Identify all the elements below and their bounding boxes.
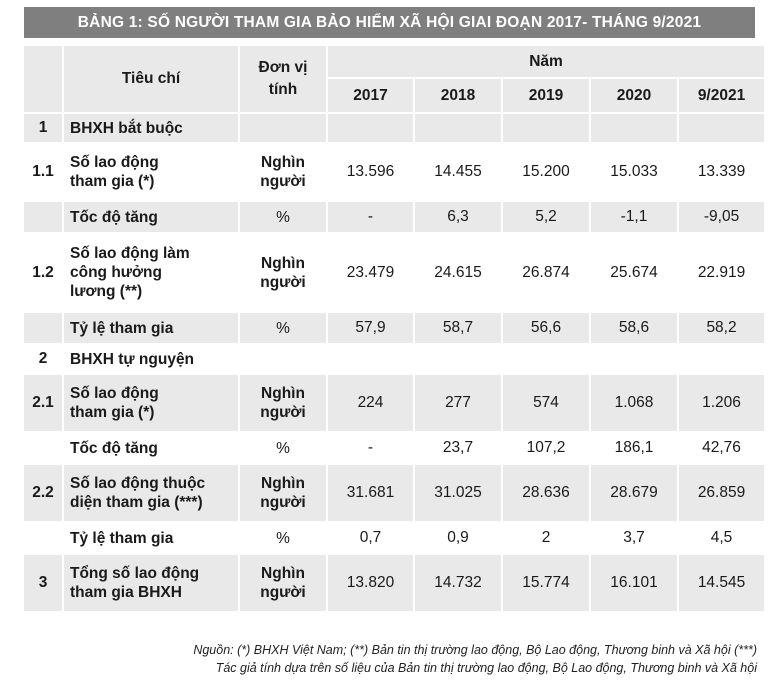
criteria-line: BHXH bắt buộc (70, 119, 183, 137)
row-unit (240, 345, 326, 373)
header-unit-line1: Đơn vị (258, 59, 308, 76)
row-number: 2.2 (24, 465, 62, 521)
value-cell: -9,05 (679, 202, 764, 232)
unit-line: người (260, 273, 306, 291)
value-cell: 58,7 (415, 313, 501, 343)
unit-line: người (260, 494, 306, 511)
table-header (24, 46, 764, 112)
row-criteria (64, 202, 238, 232)
header-year-group: Năm (328, 46, 764, 77)
table-row (24, 433, 764, 463)
row-unit (240, 523, 326, 553)
criteria-line: Số lao động (70, 385, 159, 402)
row-unit (240, 375, 326, 431)
criteria-line: lương (**) (70, 283, 143, 300)
value-cell: 15.200 (522, 163, 570, 180)
table-row (24, 202, 764, 232)
value-cell: 3,7 (623, 529, 645, 546)
table-row (24, 345, 764, 373)
row-criteria (64, 345, 238, 373)
table-row (24, 313, 764, 343)
row-criteria (64, 465, 238, 521)
unit-line: người (260, 173, 306, 190)
row-unit (240, 202, 326, 232)
value-cell: 23.479 (346, 263, 395, 281)
criteria-line: Số lao động thuộc (70, 475, 206, 492)
value-cell: 107,2 (526, 439, 566, 456)
row-number: 1 (24, 114, 62, 142)
row-number: 2.1 (24, 375, 62, 431)
value-cell: 0,9 (447, 529, 469, 546)
header-year: 2018 (415, 79, 501, 112)
unit-line: Nghìn (261, 254, 305, 272)
row-number: 3 (24, 555, 62, 611)
value-cell: 57,9 (328, 313, 413, 343)
unit-line: Nghìn (261, 565, 305, 582)
value-cell: - (328, 202, 413, 232)
row-number: 2 (38, 350, 48, 367)
value-cell: 56,6 (503, 313, 589, 343)
row-number (24, 202, 62, 232)
value-cell: 14.732 (415, 555, 501, 611)
value-cell: 24.615 (434, 263, 482, 281)
row-criteria (64, 114, 238, 142)
value-cell: 5,2 (503, 202, 589, 232)
value-cell: 22.919 (697, 263, 746, 281)
unit-line: % (276, 208, 290, 226)
unit-line: người (260, 584, 306, 601)
header-unit-line2: tính (268, 81, 298, 98)
header-year: 2017 (328, 79, 413, 112)
table-row (24, 523, 764, 553)
value-cell (328, 345, 413, 373)
row-number: 1.1 (32, 163, 54, 180)
criteria-line: công hưởng (70, 264, 162, 281)
value-cell: 16.101 (591, 555, 677, 611)
table-title: BẢNG 1: SỐ NGƯỜI THAM GIA BẢO HIỂM XÃ HỘI GIAI ĐOẠN 2017- THÁNG 9/2021 (24, 7, 755, 38)
value-cell: 13.339 (697, 163, 746, 180)
row-criteria (64, 234, 238, 311)
value-cell (679, 114, 764, 142)
row-criteria (64, 144, 238, 200)
row-criteria (64, 555, 238, 611)
row-number (24, 313, 62, 343)
value-cell: - (367, 439, 374, 456)
value-cell: 26.874 (522, 263, 570, 281)
row-criteria (64, 375, 238, 431)
table-row (24, 555, 764, 611)
row-unit (240, 313, 326, 343)
header-year: 2020 (591, 79, 677, 112)
table-body (24, 114, 764, 611)
value-cell: -1,1 (591, 202, 677, 232)
source-note (26, 641, 757, 677)
criteria-line: diện tham gia (***) (70, 494, 203, 511)
table-row (24, 465, 764, 521)
criteria-line: Số lao động (70, 154, 159, 171)
criteria-line: Tốc độ tăng (70, 208, 158, 226)
unit-line: người (260, 404, 306, 421)
row-criteria (64, 523, 238, 553)
value-cell (503, 345, 589, 373)
criteria-line: Tổng số lao động (70, 565, 200, 582)
value-cell: 6,3 (415, 202, 501, 232)
value-cell: 186,1 (614, 439, 654, 456)
criteria-line: Số lao động làm (70, 245, 190, 262)
table-row (24, 144, 764, 200)
value-cell (415, 114, 501, 142)
row-number (24, 523, 62, 553)
header-num (24, 46, 62, 112)
value-cell: 28.679 (591, 465, 677, 521)
value-cell (415, 345, 501, 373)
header-unit (240, 46, 326, 112)
unit-line: Nghìn (261, 475, 305, 492)
value-cell: 14.545 (679, 555, 764, 611)
value-cell: 574 (503, 375, 589, 431)
row-number: 1.2 (32, 263, 54, 281)
value-cell: 15.033 (610, 163, 658, 180)
value-cell: 2 (541, 529, 551, 546)
value-cell (328, 114, 413, 142)
row-unit (240, 144, 326, 200)
unit-line: Nghìn (261, 385, 305, 402)
row-criteria (64, 313, 238, 343)
criteria-line: BHXH tự nguyện (70, 350, 195, 368)
header-year: 2019 (503, 79, 589, 112)
value-cell: 58,6 (591, 313, 677, 343)
value-cell (591, 345, 677, 373)
value-cell: 13.596 (346, 163, 395, 180)
criteria-line: tham gia (*) (70, 404, 155, 421)
value-cell: 25.674 (610, 263, 658, 281)
row-unit (240, 234, 326, 311)
value-cell: 13.820 (328, 555, 413, 611)
unit-line: % (276, 319, 290, 337)
source-line: Tác giả tính dựa trên số liệu của Bản tin thị trường lao động, Bộ Lao động, Thương binh và Xã hội (215, 661, 757, 675)
unit-line: % (276, 529, 290, 547)
row-number (24, 433, 62, 463)
criteria-line: Tỷ lệ tham gia (70, 319, 174, 337)
value-cell: 28.636 (503, 465, 589, 521)
value-cell: 26.859 (679, 465, 764, 521)
header-year: 9/2021 (679, 79, 764, 112)
value-cell: 31.681 (328, 465, 413, 521)
row-criteria (64, 433, 238, 463)
value-cell (679, 345, 764, 373)
value-cell: 58,2 (679, 313, 764, 343)
value-cell (503, 114, 589, 142)
row-unit (240, 555, 326, 611)
criteria-line: tham gia BHXH (70, 584, 182, 601)
table-row (24, 375, 764, 431)
criteria-line: tham gia (*) (70, 173, 155, 190)
value-cell: 277 (415, 375, 501, 431)
value-cell: 23,7 (442, 439, 474, 456)
value-cell: 42,76 (702, 439, 741, 456)
row-unit (240, 114, 326, 142)
criteria-line: Tốc độ tăng (70, 439, 158, 457)
row-unit (240, 433, 326, 463)
row-unit (240, 465, 326, 521)
header-criteria: Tiêu chí (64, 46, 238, 112)
criteria-line: Tỷ lệ tham gia (70, 529, 174, 547)
value-cell: 14.455 (434, 163, 482, 180)
value-cell: 15.774 (503, 555, 589, 611)
value-cell: 1.206 (679, 375, 764, 431)
value-cell (591, 114, 677, 142)
data-table (22, 44, 766, 613)
table-row (24, 234, 764, 311)
value-cell: 0,7 (359, 529, 382, 546)
unit-line: Nghìn (261, 154, 305, 171)
source-line: Nguồn: (*) BHXH Việt Nam; (**) Bản tin thị trường lao động, Bộ Lao động, Thương binh và Xã hội (***) (193, 643, 757, 657)
table-row (24, 114, 764, 142)
value-cell: 31.025 (415, 465, 501, 521)
value-cell: 4,5 (710, 529, 733, 546)
value-cell: 1.068 (591, 375, 677, 431)
unit-line: % (276, 439, 290, 457)
value-cell: 224 (328, 375, 413, 431)
